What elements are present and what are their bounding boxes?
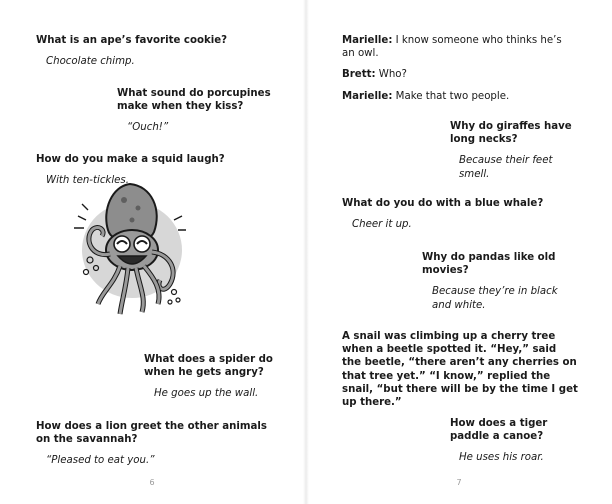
joke-question: How does a tiger paddle a canoe? (450, 418, 548, 443)
joke-answer: “Pleased to eat you.” (46, 455, 155, 467)
speaker-name: Marielle: (342, 35, 393, 46)
joke-answer: He uses his roar. (459, 452, 544, 464)
joke-answer: Because their feet smell. (459, 155, 553, 180)
joke-question: What is an ape’s favorite cookie? (36, 35, 228, 46)
joke-answer: Because they’re in black and white. (432, 286, 558, 311)
snail-story (342, 330, 578, 409)
joke-question: What sound do porcupines make when they kiss? (117, 88, 271, 113)
joke-question: Why do pandas like old movies? (422, 252, 556, 277)
joke-answer: Cheer it up. (352, 219, 412, 231)
story-text: A snail was climbing up a cherry tree when a beetle spotted it. “Hey,” said the beetle, “there aren’t any cherries on that tree yet.” “I know,” replied the snail, “but there will be by the time I get up there.” (342, 331, 578, 409)
speaker-name: Marielle: (342, 90, 393, 102)
joke-question: What does a spider do when he gets angry? (144, 354, 273, 379)
page-number: 6 (149, 478, 155, 487)
joke-ape-cookie (36, 34, 256, 68)
dialogue-owl (342, 34, 572, 103)
page-number: 7 (456, 478, 462, 487)
page-7 (306, 0, 612, 504)
joke-lion (36, 420, 276, 468)
joke-pandas (422, 251, 572, 312)
squid-illustration (62, 180, 192, 320)
speaker-name: Brett: (342, 69, 376, 81)
joke-question: How do you make a squid laugh? (36, 154, 225, 165)
joke-porcupines (117, 87, 277, 135)
joke-answer: “Ouch!” (127, 122, 169, 134)
dialogue-text: Make that two people. (395, 90, 510, 102)
dialogue-line (342, 34, 572, 60)
joke-question: Why do giraffes have long necks? (450, 121, 572, 146)
dialogue-text: I know someone who thinks he’s an owl. (342, 35, 562, 60)
joke-answer: With ten-tickles. (46, 175, 129, 187)
joke-question: How does a lion greet the other animals on the savannah? (36, 421, 267, 446)
dialogue-line (342, 68, 572, 81)
joke-spider (144, 353, 280, 401)
joke-question: What do you do with a blue whale? (342, 198, 544, 209)
joke-blue-whale (342, 197, 572, 231)
dialogue-line (342, 90, 572, 103)
joke-answer: Chocolate chimp. (46, 56, 135, 68)
joke-answer: He goes up the wall. (154, 388, 259, 400)
joke-tiger (450, 417, 580, 465)
dialogue-text: Who? (378, 69, 407, 81)
joke-giraffes (450, 120, 580, 181)
